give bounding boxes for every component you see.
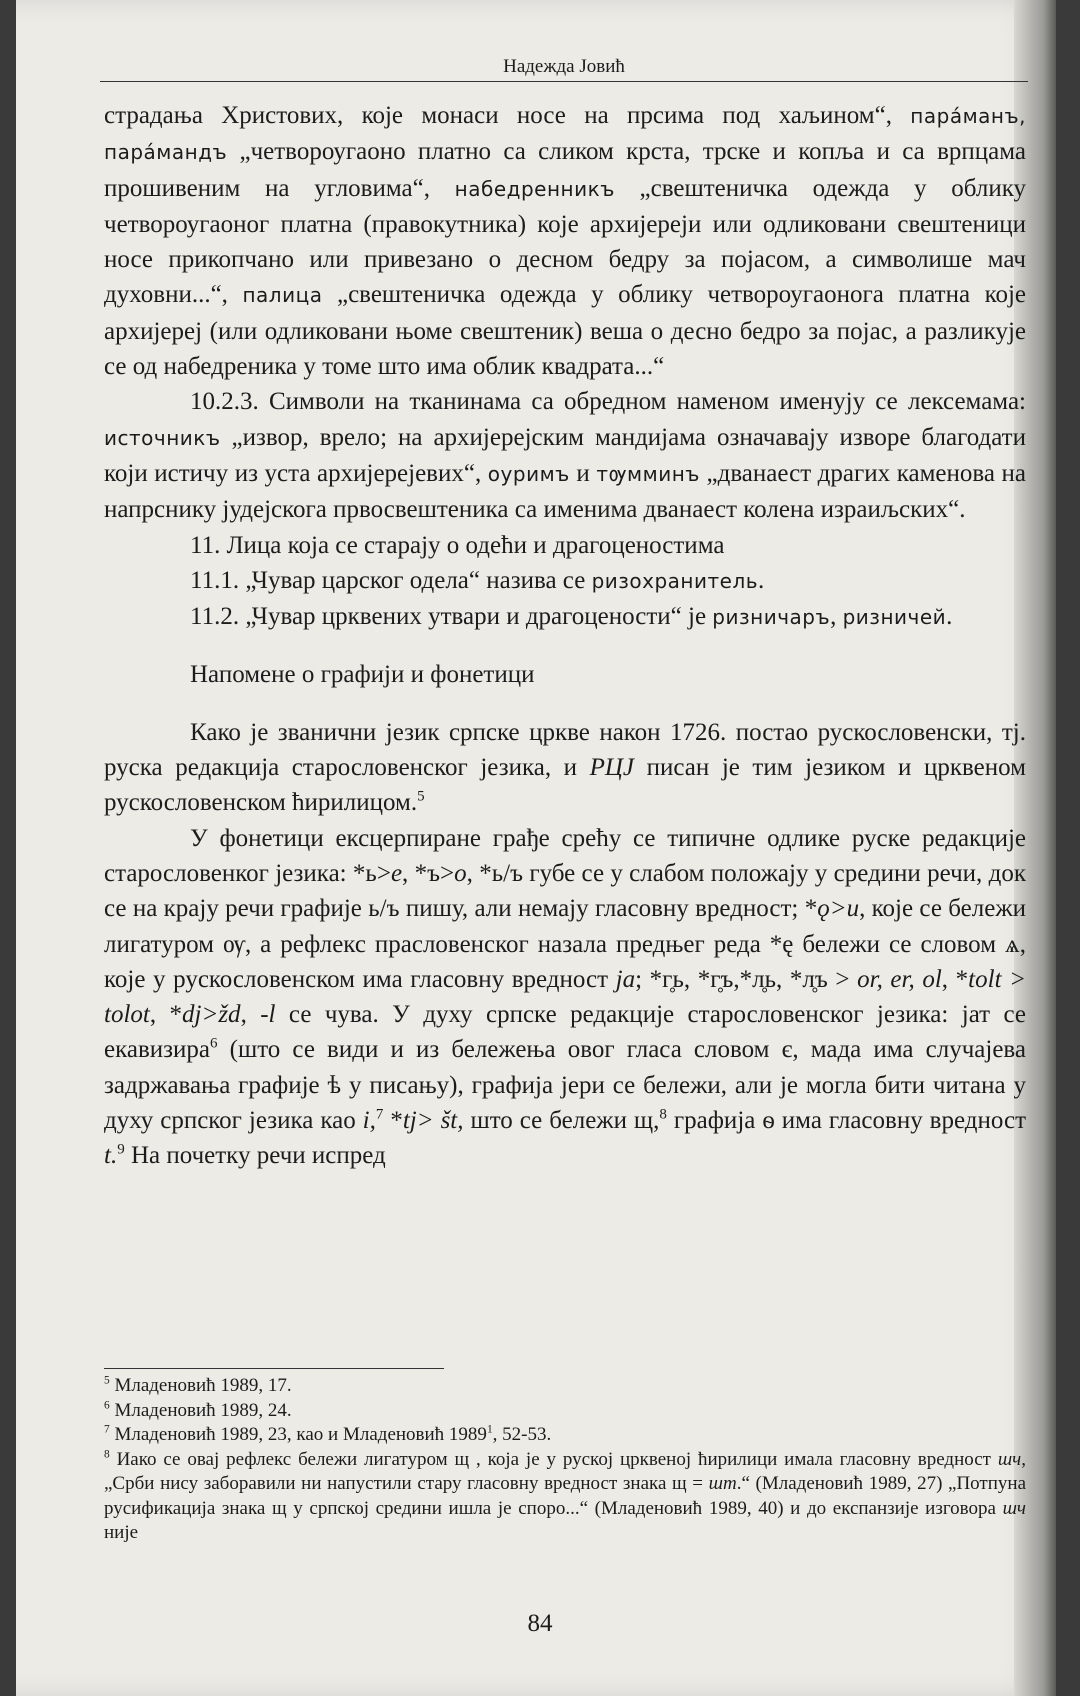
footnote — [104, 1448, 1026, 1546]
footnote — [104, 1374, 1026, 1399]
italic-run: шт — [708, 1473, 737, 1494]
italic-run: tj> št, — [402, 1107, 464, 1135]
text-run: , које се бележи лигатуром ѹ, а рефлекс прасловенског назала предњег реда *ę бележи се словом ѧ, које у рускословенском има гласовну вредност — [104, 895, 1026, 993]
text-run: 10.2.3. Символи на тканинама са обредном наменом именују се лексемама: — [190, 388, 1026, 416]
italic-run: e — [390, 859, 403, 887]
header-rule — [100, 81, 1028, 82]
footnote-number: 5 — [104, 1374, 110, 1387]
italic-run: t. — [104, 1142, 118, 1170]
footnote-text: .“ (Младеновић 1989, 27) „Потпуна русификација знака щ у српској средини ишла је споро...“ (Младеновић 1989, 40) и до експанзије изговора — [104, 1473, 1027, 1519]
text-run: , — [830, 603, 843, 631]
footnote-text: , „Срби нису заборавили ни напустили стару гласовну вредност знака щ = — [104, 1448, 1026, 1494]
text-run: 11.2. „Чувар црквених утвари и драгоцености“ је — [190, 603, 713, 631]
footnote-text: Младеновић 1989, 23, као и Младеновић 1989 — [114, 1424, 487, 1445]
text-run: што се бележи щ, — [463, 1107, 660, 1135]
text-run: * — [383, 1107, 403, 1135]
footnote-ref[interactable]: 9 — [117, 1141, 125, 1158]
slavonic-term: источникъ — [104, 425, 221, 450]
footnote-ref[interactable]: 7 — [375, 1106, 384, 1123]
footnotes — [104, 1374, 1026, 1546]
text-run: писан је тим језиком и црквеном рускословенском ћирилицом. — [104, 754, 1026, 817]
text-run: На почетку речи испред — [124, 1142, 386, 1170]
italic-run: i, — [362, 1107, 376, 1135]
italic-run: or, er, ol — [857, 965, 942, 993]
text-run: „свештеничка одежда у облику четвороугаоног платна (правокутника) које архијереји или одликовани свештеници носе прикопчано или привезано о десном бедру за појасом, а символише мач духовни...“, — [104, 174, 1026, 309]
text-run: 11.1. „Чувар царског одела“ назива се — [190, 566, 592, 594]
text-run: и — [569, 459, 597, 487]
slavonic-term: ризничей — [842, 605, 947, 630]
slavonic-term: палица — [242, 283, 323, 308]
page-number: 84 — [527, 1610, 553, 1637]
text-run: ; *г̥ь, *г̥ъ,*л̥ь, *л̥ъ > — [635, 965, 858, 993]
italic-run: dj>žd — [182, 1001, 241, 1029]
footnote-number: 6 — [104, 1399, 110, 1412]
slavonic-term: оуримъ — [487, 461, 570, 486]
text-run: , *ь/ъ губе се у слабом положају у средини речи, док се на крају речи графије ь/ъ пишу, али немају гласовну вредност; * — [104, 859, 1026, 923]
text-run: , *ъ> — [402, 859, 455, 887]
text-run: 11. Лица која се старају о одећи и драгоценостима — [190, 531, 725, 559]
italic-run: o — [454, 859, 467, 887]
footnote-ref[interactable]: 8 — [659, 1106, 667, 1123]
text-run: „четвороугаоно платно са сликом крста, трске и копља и са врпцама прошивеним на угловима“, — [104, 138, 1026, 202]
text-run: У фонетици ексцерпиране грађе срећу се типичне одлике руске редакције старословенког језика: *ь> — [104, 824, 1026, 887]
paragraph — [104, 821, 1026, 1174]
slavonic-term: ризничаръ — [712, 605, 831, 630]
text-run: „дванаест драгих каменова на напрснику јудејскога првосвештеника са именима дванаест колена израиљских“. — [104, 459, 1026, 524]
section-heading — [104, 528, 1026, 563]
text-run: , * — [149, 1001, 183, 1029]
italic-run: шч — [1002, 1497, 1026, 1519]
footnote-number: 8 — [104, 1448, 110, 1461]
footnote-text: Младеновић 1989, 17. — [114, 1375, 292, 1396]
text-run: . — [946, 603, 953, 631]
paragraph — [104, 715, 1026, 821]
footnote-number: 7 — [104, 1423, 110, 1436]
italic-run: tolt > tolot — [104, 965, 1026, 1029]
text-run: Како је званични језик српске цркве након 1726. постао рускословенски, тј. руска редакција старословенског језика, и — [104, 718, 1026, 782]
paragraph — [104, 563, 1026, 599]
paragraph — [104, 384, 1026, 527]
running-header: Надежда Јовић — [503, 56, 625, 77]
text-run: „извор, врело; на архијерејским мандијама означавају изворе благодати који истичу из уста архијерејевих“, — [104, 423, 1026, 487]
italic-run: ja — [615, 965, 636, 993]
footnote-rule — [104, 1368, 444, 1369]
slavonic-term: пара́манъ, пара́мандъ — [104, 104, 1026, 165]
italic-run: шч — [997, 1448, 1022, 1470]
footnote-text: није — [104, 1522, 139, 1543]
text-run: , * — [941, 965, 969, 993]
footnote — [104, 1399, 1026, 1424]
italic-run: ǫ>u — [817, 895, 860, 923]
footnote-superscript: 1 — [486, 1423, 493, 1436]
footnote — [104, 1423, 1026, 1448]
footnote-ref[interactable]: 5 — [417, 789, 425, 806]
paragraph — [104, 98, 1026, 384]
section-heading: Напомене о графији и фонетици — [190, 661, 535, 689]
slavonic-term: набедренникъ — [454, 176, 615, 201]
text-run: се чува. У духу српске редакције старословенског језика: јат се екавизира — [104, 1001, 1026, 1064]
paragraph — [104, 599, 1026, 635]
footnote-text: Иако се овај рефлекс бележи лигатуром щ , која је у руској црквеној ћирилици имала гласовну вредност — [116, 1448, 998, 1470]
footnote-text: , 52-53. — [492, 1424, 552, 1445]
italic-run: -l — [260, 1001, 276, 1029]
footnote-ref[interactable]: 6 — [210, 1036, 218, 1053]
italic-run: РЦЈ — [589, 754, 635, 782]
text-run: страдања Христових, које монаси носе на прсима под хаљином“, — [104, 102, 911, 129]
slavonic-term: ризохранитель — [591, 568, 759, 593]
text-run: . — [758, 566, 765, 594]
text-run: (што се види и из бележења овог гласа словом є, мада има случајева задржавања графије ѣ у писању), графија јери се бележи, али је могла бити читана у духу српског језика као — [104, 1036, 1026, 1135]
text-run: графија ѳ има гласовну вредност — [666, 1107, 1026, 1135]
body-text — [104, 98, 1026, 1174]
footnote-text: Младеновић 1989, 24. — [114, 1399, 292, 1421]
text-run: , — [240, 1001, 261, 1029]
slavonic-term: тѹмминъ — [596, 461, 700, 486]
text-run: „свештеничка одежда у облику четвороугаонога платна које архијереј (или одликовани њоме свештеник) веша о десно бедро за појас, а разликује се од набедреника у томе што има облик квадрата...“ — [104, 281, 1026, 381]
